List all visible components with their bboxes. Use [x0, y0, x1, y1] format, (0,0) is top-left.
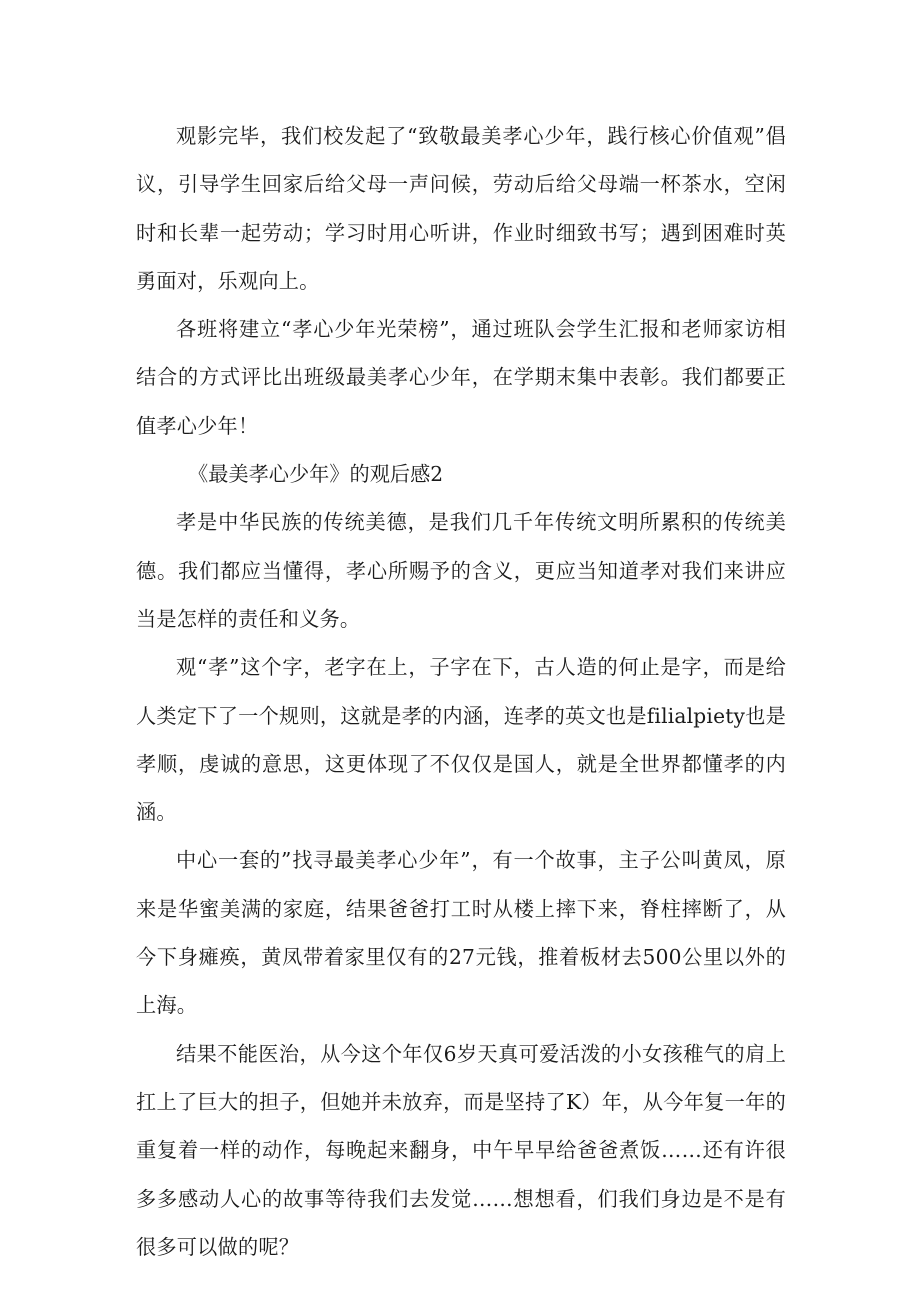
- paragraph-filial-virtue: 孝是中华民族的传统美德，是我们几千年传统文明所累积的传统美德。我们都应当懂得，孝心所赐予的含义，更应当知道孝对我们来讲应当是怎样的责任和义务。: [136, 510, 786, 631]
- paragraph-character-meaning: 观“孝”这个字，老字在上，子字在下，古人造的何止是字，而是给人类定下了一个规则，这就是孝的内涵，连孝的英文也是filialpiety也是孝顺，虔诚的意思，这更体现了不仅仅是国人，就是全世界都懂孝的内涵。: [136, 655, 786, 825]
- paragraph-huang-feng-story: 中心一套的”找寻最美孝心少年”，有一个故事，主子公叫黄凤，原来是华蜜美满的家庭，结果爸爸打工时从楼上摔下来，脊柱摔断了，从今下身瘫痪，黄凤带着家里仅有的27元钱，推着板材去500公里以外的上海。: [136, 848, 786, 1018]
- document-body: [136, 112, 786, 1271]
- paragraph-perseverance: 结果不能医治，从今这个年仅6岁天真可爱活泼的小女孩稚气的肩上扛上了巨大的担子，但她并未放弃，而是坚持了K）年，从今年复一年的重复着一样的动作，每晚起来翻身，中午早早给爸爸煮饭……还有许很多多感动人心的故事等待我们去发觉……想想看，们我们身边是不是有很多可以做的呢？: [136, 1041, 786, 1259]
- paragraph-initiative: 观影完毕，我们校发起了“致敬最美孝心少年，践行核心价值观”倡议，引导学生回家后给父母一声问候，劳动后给父母端一杯茶水，空闲时和长辈一起劳动；学习时用心听讲，作业时细致书写；遇到困难时英勇面对，乐观向上。: [136, 124, 786, 293]
- paragraph-honor-roll: 各班将建立“孝心少年光荣榜”，通过班队会学生汇报和老师家访相结合的方式评比出班级最美孝心少年，在学期末集中表彰。我们都要正值孝心少年！: [136, 317, 786, 438]
- section-heading: 《最美孝心少年》的观后感2: [188, 462, 444, 487]
